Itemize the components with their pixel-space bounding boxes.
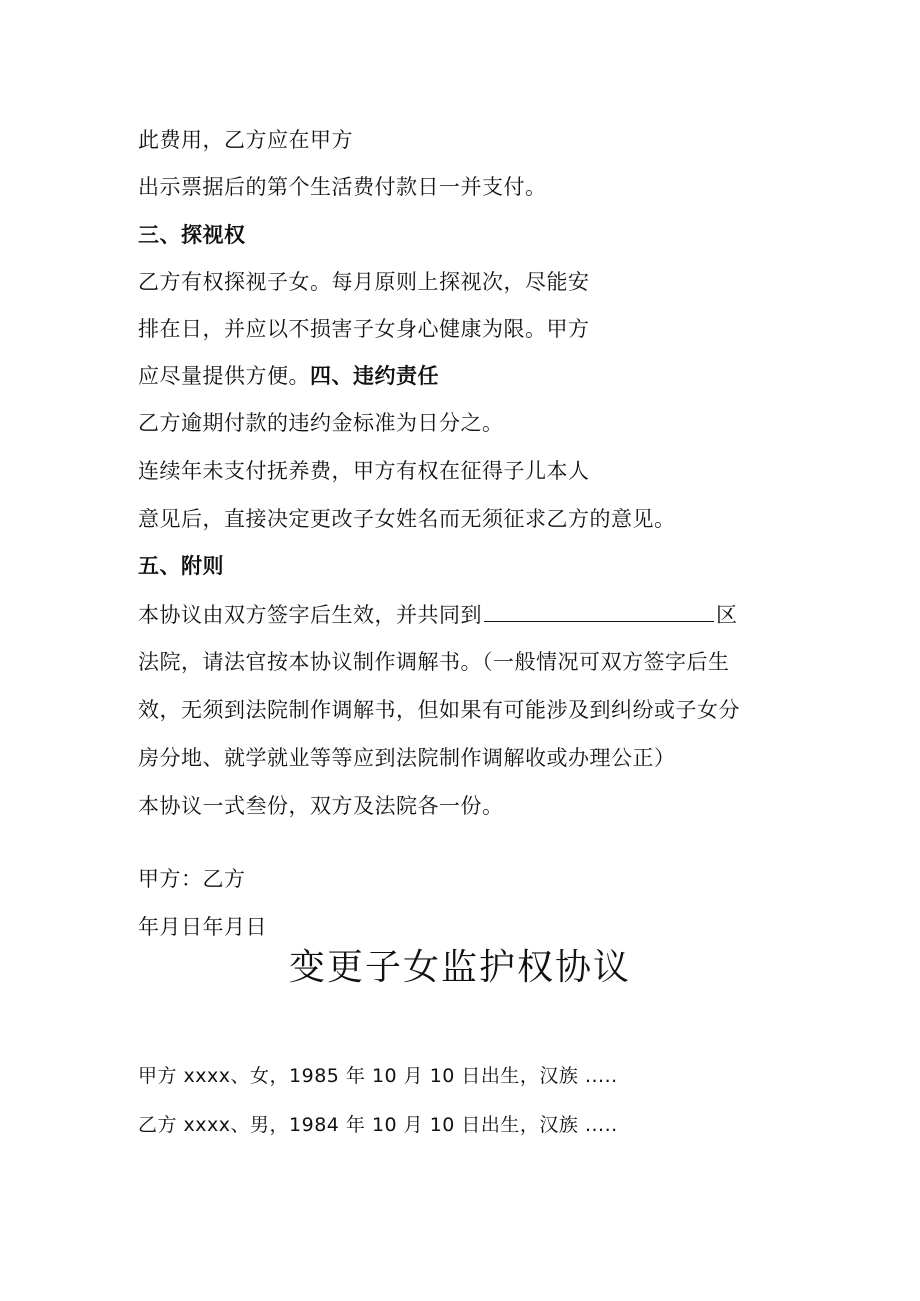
text-line: 本协议一式叁份，双方及法院各一份。 — [138, 794, 504, 818]
text-line: 房分地、就学就业等等应到法院制作调解收或办理公正） — [138, 746, 676, 770]
text-line: 连续年未支付抚养费，甲方有权在征得子儿本人 — [138, 459, 590, 483]
document-title: 变更子女监护权协议 — [288, 947, 631, 988]
signature-line: 甲方：乙方 — [138, 867, 246, 891]
text-line: 法院，请法官按本协议制作调解书。（一般情况可双方签字后生 — [138, 650, 730, 674]
text-fragment: 应尽量提供方便。 — [138, 364, 310, 388]
text-fragment: 区 — [716, 603, 738, 627]
text-line: 乙方逾期付款的违约金标准为日分之。 — [138, 411, 504, 435]
text-line — [138, 599, 738, 630]
blank-field — [484, 599, 714, 622]
date-line: 年月日年月日 — [138, 915, 267, 939]
section-heading-appendix: 五、附则 — [138, 554, 224, 578]
text-line: 乙方有权探视子女。每月原则上探视次，尽能安 — [138, 270, 590, 294]
section-heading-visitation: 三、探视权 — [138, 223, 246, 247]
text-line: 意见后，直接决定更改子女姓名而无须征求乙方的意见。 — [138, 507, 676, 531]
party-a-line: 甲方 xxxx、女，1985 年 10 月 10 日出生，汉族 ..... — [138, 1065, 618, 1087]
section-heading-breach: 四、违约责任 — [310, 364, 439, 388]
text-line — [138, 361, 439, 391]
text-line: 排在日，并应以不损害子女身心健康为限。甲方 — [138, 317, 590, 341]
text-fragment: 本协议由双方签字后生效，并共同到 — [138, 603, 482, 627]
text-line: 效，无须到法院制作调解书，但如果有可能涉及到纠纷或子女分 — [138, 698, 740, 722]
party-b-line: 乙方 xxxx、男，1984 年 10 月 10 日出生，汉族 ..... — [138, 1114, 618, 1136]
text-line: 此费用，乙方应在甲方 — [138, 128, 353, 152]
text-line: 出示票据后的第个生活费付款日一并支付。 — [138, 175, 547, 199]
